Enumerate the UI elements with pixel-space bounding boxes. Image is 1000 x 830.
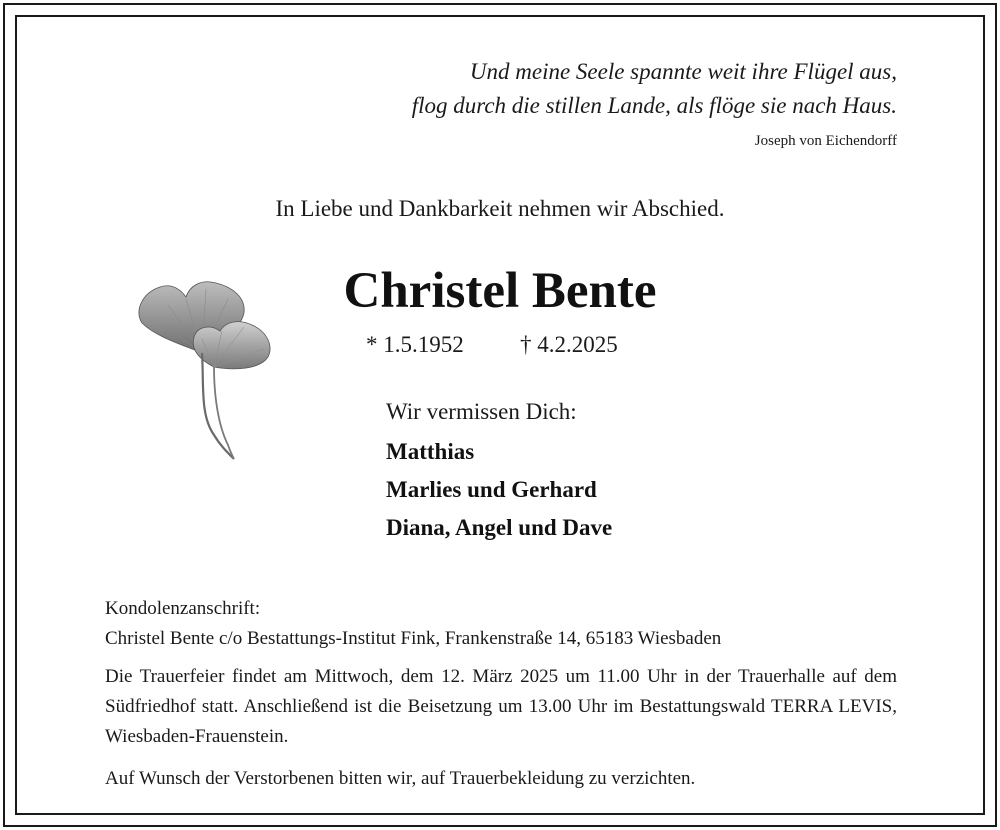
mourner-name: Marlies und Gerhard [386,477,597,502]
death-date: † 4.2.2025 [520,332,618,357]
poem-quote [412,55,897,123]
poem-line-2: flog durch die stillen Lande, als flöge sie nach Haus. [411,93,897,118]
mourners-heading: Wir vermissen Dich: [386,399,577,424]
condolence-label: Kondolenzanschrift: [105,598,261,619]
funeral-notice: Die Trauerfeier findet am Mittwoch, dem 12. März 2025 um 11.00 Uhr in der Trauerhalle auf dem Südfriedhof statt. Anschließend ist die Beisetzung um 13.00 Uhr im Bestattungswald TERRA LEVIS, Wiesbaden-Frauenstein. [105,666,897,747]
birth-date: * 1.5.1952 [366,332,464,357]
condolence-address: Christel Bente c/o Bestattungs-Institut Fink, Frankenstraße 14, 65183 Wiesbaden [105,628,722,649]
deceased-name: Christel Bente [343,263,657,319]
poem-author: Joseph von Eichendorff [754,133,897,149]
clothing-request: Auf Wunsch der Verstorbenen bitten wir, auf Trauerbekleidung zu verzichten. [105,768,696,789]
mourner-name: Diana, Angel und Dave [386,515,613,540]
mourner-name: Matthias [386,439,475,464]
poem-line-1: Und meine Seele spannte weit ihre Flügel aus, [469,59,897,84]
farewell-intro: In Liebe und Dankbarkeit nehmen wir Abschied. [275,196,725,221]
